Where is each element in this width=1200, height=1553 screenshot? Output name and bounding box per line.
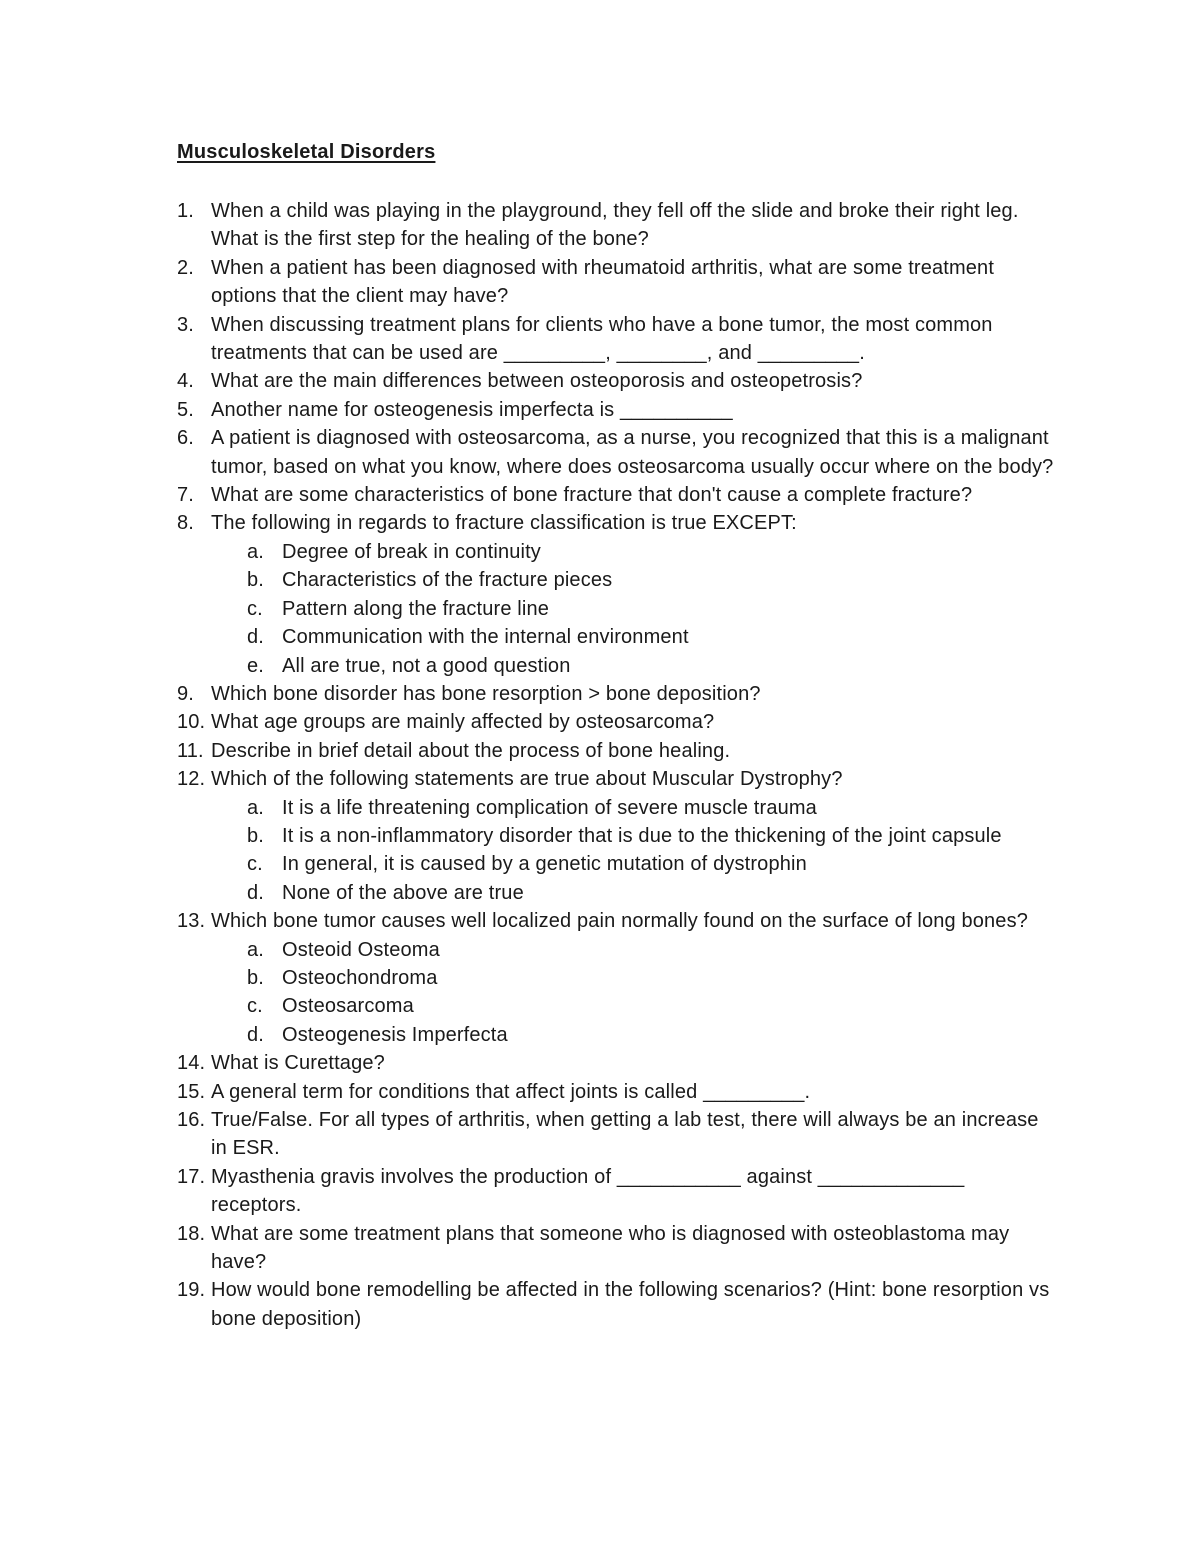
option-letter: d.	[247, 626, 264, 649]
question-number: 2.	[177, 256, 194, 279]
question-item	[0, 708, 1200, 736]
question-text: True/False. For all types of arthritis, when getting a lab test, there will always be an increase in ESR.	[211, 1109, 1039, 1160]
question-item	[0, 1106, 1200, 1163]
answer-options	[211, 794, 1060, 908]
question-number: 16.	[177, 1109, 206, 1131]
question-text: A patient is diagnosed with osteosarcoma, as a nurse, you recognized that this is a malignant tumor, based on what you know, where does osteosarcoma usually occur where on the body?	[211, 427, 1054, 478]
option-letter: b.	[247, 966, 264, 989]
answer-option	[211, 879, 1060, 907]
question-text: Myasthenia gravis involves the production of ___________ against _____________ receptors.	[211, 1165, 965, 1217]
question-text: The following in regards to fracture classification is true EXCEPT:	[211, 512, 797, 535]
question-item	[0, 481, 1200, 509]
question-item	[0, 197, 1200, 254]
question-number: 1.	[177, 200, 194, 222]
question-item	[0, 1078, 1200, 1106]
answer-option	[211, 964, 1060, 992]
option-letter: c.	[247, 995, 263, 1018]
question-item	[0, 765, 1200, 907]
question-item	[0, 1049, 1200, 1077]
question-item	[0, 907, 1200, 1049]
question-item	[0, 311, 1200, 368]
option-text: Osteoid Osteoma	[282, 938, 440, 961]
option-letter: e.	[247, 654, 264, 677]
question-text: How would bone remodelling be affected in the following scenarios? (Hint: bone resorption vs bone deposition)	[211, 1279, 1050, 1330]
option-letter: a.	[247, 796, 264, 819]
answer-option	[211, 566, 1060, 594]
question-number: 12.	[177, 768, 206, 791]
answer-option	[211, 822, 1060, 850]
question-text: Which of the following statements are true about Muscular Dystrophy?	[211, 768, 843, 791]
question-text: What age groups are mainly affected by osteosarcoma?	[211, 711, 715, 734]
question-item	[0, 737, 1200, 765]
question-item	[0, 367, 1200, 395]
option-text: Characteristics of the fracture pieces	[282, 569, 613, 592]
question-item	[0, 254, 1200, 311]
answer-option	[211, 538, 1060, 566]
question-item	[0, 1276, 1200, 1333]
question-text: What are the main differences between osteoporosis and osteopetrosis?	[211, 370, 863, 393]
option-text: It is a life threatening complication of severe muscle trauma	[282, 796, 817, 819]
question-text: Which bone disorder has bone resorption > bone deposition?	[211, 682, 761, 705]
answer-option	[211, 595, 1060, 623]
question-text: When a child was playing in the playground, they fell off the slide and broke their right leg. What is the first step for the healing of the bone?	[211, 200, 1019, 251]
question-number: 9.	[177, 682, 194, 705]
option-text: Degree of break in continuity	[282, 540, 541, 563]
option-text: It is a non-inflammatory disorder that is due to the thickening of the joint capsule	[282, 824, 1002, 847]
question-number: 10.	[177, 711, 206, 734]
answer-option	[211, 936, 1060, 964]
option-text: All are true, not a good question	[282, 654, 571, 677]
answer-option	[211, 992, 1060, 1020]
question-number: 4.	[177, 370, 194, 393]
question-item	[0, 1220, 1200, 1277]
question-text: What are some characteristics of bone fracture that don't cause a complete fracture?	[211, 484, 973, 507]
question-item	[0, 396, 1200, 424]
option-text: Osteosarcoma	[282, 995, 414, 1018]
question-item	[0, 424, 1200, 481]
option-text: Osteochondroma	[282, 966, 438, 989]
question-text: Which bone tumor causes well localized pain normally found on the surface of long bones?	[211, 910, 1028, 933]
answer-option	[211, 623, 1060, 651]
question-text: When a patient has been diagnosed with rheumatoid arthritis, what are some treatment options that the client may have?	[211, 256, 995, 308]
option-letter: d.	[247, 1023, 264, 1046]
question-number: 15.	[177, 1080, 206, 1103]
question-text: What are some treatment plans that someone who is diagnosed with osteoblastoma may have?	[211, 1222, 1010, 1274]
question-text: Another name for osteogenesis imperfecta is __________	[211, 398, 733, 421]
option-letter: a.	[247, 938, 264, 961]
question-list	[0, 197, 1200, 1333]
question-item	[0, 509, 1200, 679]
option-letter: c.	[247, 597, 263, 620]
answer-options	[211, 936, 1060, 1050]
question-text: A general term for conditions that affect joints is called _________.	[211, 1080, 811, 1103]
option-letter: b.	[247, 824, 264, 847]
option-letter: a.	[247, 540, 264, 563]
option-letter: d.	[247, 881, 264, 904]
option-text: None of the above are true	[282, 881, 524, 904]
question-number: 13.	[177, 910, 206, 933]
question-number: 19.	[177, 1279, 206, 1302]
question-number: 5.	[177, 398, 194, 421]
question-text: Describe in brief detail about the process of bone healing.	[211, 739, 731, 762]
question-number: 8.	[177, 512, 194, 535]
question-text: When discussing treatment plans for clients who have a bone tumor, the most common treatments that can be used are _________, ________, and _________.	[211, 313, 993, 365]
question-number: 6.	[177, 427, 194, 450]
question-number: 7.	[177, 484, 194, 507]
option-text: In general, it is caused by a genetic mutation of dystrophin	[282, 853, 807, 876]
question-number: 14.	[177, 1052, 206, 1075]
question-number: 17.	[177, 1165, 206, 1188]
option-letter: c.	[247, 853, 263, 876]
document-title: Musculoskeletal Disorders	[177, 141, 436, 163]
question-number: 18.	[177, 1222, 206, 1245]
question-text: What is Curettage?	[211, 1052, 385, 1075]
option-letter: b.	[247, 569, 264, 592]
option-text: Pattern along the fracture line	[282, 597, 550, 620]
question-number: 11.	[177, 739, 204, 762]
question-item	[0, 1163, 1200, 1220]
question-number: 3.	[177, 313, 194, 336]
answer-option	[211, 652, 1060, 680]
answer-option	[211, 794, 1060, 822]
answer-option	[211, 850, 1060, 878]
question-item	[0, 680, 1200, 708]
answer-options	[211, 538, 1060, 680]
answer-option	[211, 1021, 1060, 1049]
option-text: Communication with the internal environment	[282, 626, 689, 649]
option-text: Osteogenesis Imperfecta	[282, 1023, 508, 1046]
